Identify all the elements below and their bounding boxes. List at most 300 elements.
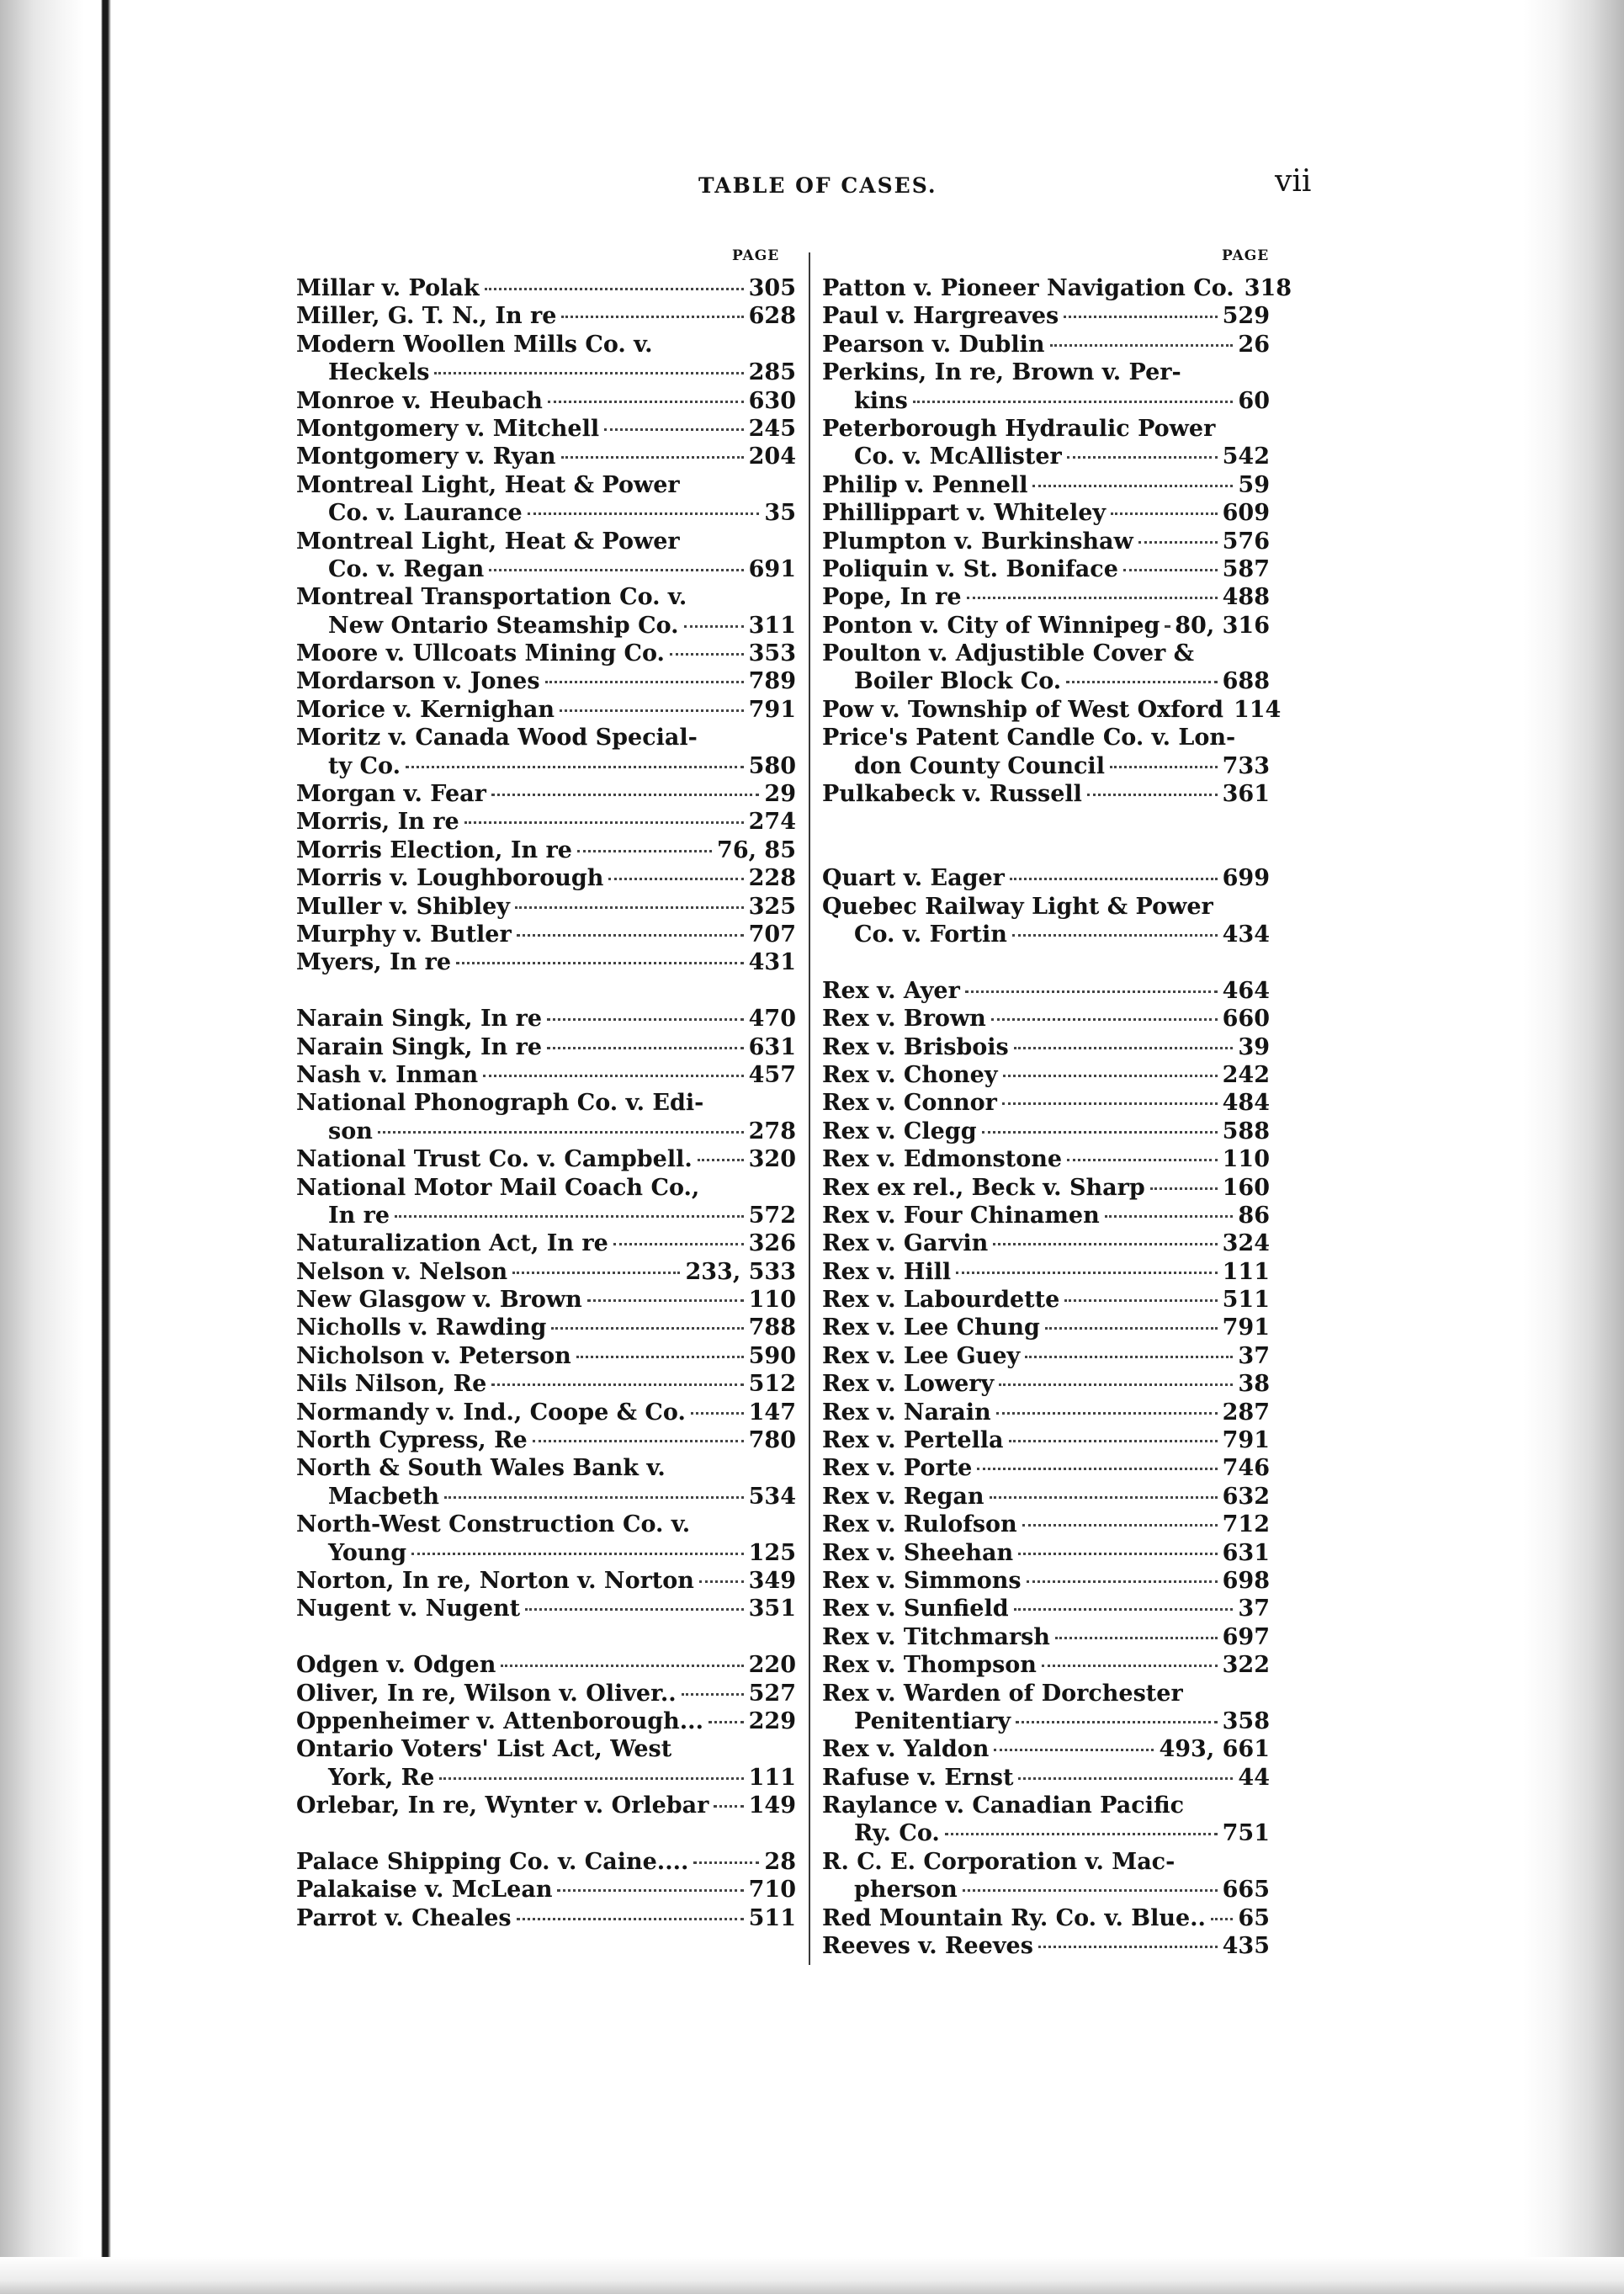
dot-leader — [996, 1412, 1218, 1415]
dot-leader — [576, 1356, 744, 1358]
dot-leader — [1038, 1946, 1218, 1948]
scanned-page-edge-bottom — [0, 2257, 1624, 2294]
case-name-line: Rex v. Yaldon — [822, 1736, 990, 1763]
case-entry — [822, 1651, 1270, 1679]
case-name-line: New Glasgow v. Brown — [296, 1287, 582, 1314]
case-page-number: 488 — [1222, 584, 1270, 611]
case-entry — [822, 302, 1270, 330]
case-page-number: 26 — [1238, 331, 1270, 358]
case-page-number: 631 — [1222, 1539, 1270, 1566]
dot-leader — [547, 1047, 744, 1049]
case-page-number: 542 — [1222, 443, 1270, 470]
case-entry — [822, 528, 1270, 555]
case-entry — [296, 1258, 796, 1286]
case-entry — [822, 977, 1270, 1005]
case-page-number: 431 — [748, 949, 796, 976]
case-entry — [822, 1174, 1270, 1202]
case-page-number: 111 — [748, 1764, 796, 1791]
case-name-line: Patton v. Pioneer Navigation Co. — [822, 275, 1234, 301]
dot-leader — [682, 1693, 744, 1696]
case-name-line: Myers, In re — [296, 949, 452, 976]
dot-leader — [1027, 1580, 1218, 1583]
case-name-line: Narain Singk, In re — [296, 1033, 543, 1060]
case-entry — [822, 780, 1270, 808]
case-entry — [822, 696, 1282, 724]
case-entry — [822, 331, 1270, 358]
case-entry — [296, 1005, 796, 1033]
case-name-line: Montreal Light, Heat & Power — [296, 471, 680, 498]
dot-leader — [1150, 1187, 1218, 1190]
case-page-number: 791 — [1222, 1427, 1270, 1454]
case-name-line: Nash v. Inman — [296, 1061, 479, 1088]
dot-leader — [1010, 878, 1218, 880]
dot-leader — [1111, 512, 1218, 515]
section-gap — [296, 1819, 796, 1847]
case-entry — [822, 1539, 1270, 1567]
case-name-line: Rex v. Lee Chung — [822, 1314, 1040, 1341]
case-entry — [296, 415, 796, 443]
case-entry — [822, 555, 1270, 583]
case-page-number: 609 — [1222, 500, 1270, 527]
dot-leader — [714, 1805, 743, 1808]
dot-leader — [378, 1131, 744, 1134]
dot-leader — [528, 512, 760, 515]
case-name-line: Moore v. Ullcoats Mining Co. — [296, 640, 665, 667]
case-page-number: 511 — [1222, 1287, 1270, 1314]
dot-leader — [1003, 1075, 1218, 1077]
case-page-number: 434 — [1222, 921, 1270, 948]
case-page-number: 788 — [748, 1314, 796, 1341]
dot-leader — [485, 288, 744, 290]
case-entry — [822, 1258, 1270, 1286]
case-entry — [296, 1399, 796, 1426]
case-name-line: Rex v. Edmonstone — [822, 1146, 1063, 1173]
case-name-line: Penitentiary — [854, 1707, 1011, 1734]
case-name-line: Rex v. Regan — [822, 1483, 984, 1510]
case-entry — [296, 1033, 796, 1061]
case-page-number: 242 — [1222, 1061, 1270, 1088]
case-page-number: 691 — [748, 555, 796, 582]
case-entry — [296, 1061, 796, 1089]
case-name-line: Rex v. Rulofson — [822, 1511, 1017, 1538]
case-entry — [822, 1735, 1270, 1763]
dot-leader — [434, 372, 743, 374]
case-page-number: 435 — [1222, 1933, 1270, 1960]
dot-leader — [491, 794, 760, 796]
case-entry — [822, 612, 1270, 640]
case-entry — [822, 1792, 1270, 1848]
case-name-line: Rex v. Ayer — [822, 977, 960, 1004]
dot-leader — [501, 1665, 743, 1667]
case-page-number: 660 — [1222, 1006, 1270, 1033]
case-page-number: 361 — [1222, 781, 1270, 808]
case-name-line: don County Council — [854, 752, 1105, 779]
dot-leader — [977, 1468, 1217, 1470]
page-column-label-left: PAGE — [732, 247, 780, 264]
case-entry — [296, 893, 796, 921]
case-entry — [296, 640, 796, 667]
dot-leader — [956, 1272, 1217, 1274]
section-gap — [822, 808, 1270, 836]
case-name-line: Modern Woollen Mills Co. v. — [296, 331, 653, 358]
case-page-number: 149 — [748, 1792, 796, 1819]
case-page-number: 38 — [1238, 1371, 1270, 1398]
dot-leader — [587, 1299, 744, 1302]
case-name-line: Rex v. Labourdette — [822, 1287, 1060, 1314]
case-entry — [296, 1595, 796, 1622]
case-entry — [296, 1454, 796, 1511]
dot-leader — [1055, 1637, 1218, 1639]
dot-leader — [1110, 766, 1218, 768]
case-entry — [822, 1370, 1270, 1398]
case-entry — [296, 302, 796, 330]
case-name-line: kins — [854, 387, 908, 414]
section-gap — [822, 948, 1270, 976]
case-entry — [296, 948, 796, 976]
dot-leader — [1087, 794, 1218, 796]
case-page-number: 80, 316 — [1175, 612, 1270, 639]
dot-leader — [1211, 1918, 1233, 1920]
case-page-number: 229 — [748, 1707, 796, 1734]
case-page-number: 780 — [748, 1427, 796, 1454]
case-page-number: 751 — [1222, 1820, 1270, 1847]
case-entry — [822, 640, 1270, 696]
dot-leader — [515, 906, 744, 909]
case-name-line: North Cypress, Re — [296, 1427, 528, 1454]
case-name-line: Rex v. Simmons — [822, 1567, 1022, 1594]
case-page-number: 529 — [1222, 303, 1270, 330]
dot-leader — [913, 401, 1234, 403]
case-name-line: Young — [328, 1539, 407, 1566]
case-page-number: 110 — [1222, 1146, 1270, 1173]
case-entry — [296, 1792, 796, 1819]
case-page-number: 527 — [748, 1680, 796, 1707]
case-entry — [822, 1399, 1270, 1426]
case-name-line: Montreal Transportation Co. v. — [296, 584, 687, 611]
case-name-line: Rex v. Brisbois — [822, 1033, 1009, 1060]
case-name-line: Poulton v. Adjustible Cover & — [822, 640, 1194, 667]
case-name-line: Poliquin v. St. Boniface — [822, 555, 1118, 582]
dot-leader — [993, 1243, 1217, 1245]
section-gap — [296, 977, 796, 1005]
case-name-line: Normandy v. Ind., Coope & Co. — [296, 1399, 686, 1426]
case-name-line: Heckels — [328, 359, 430, 386]
dot-leader — [1064, 1299, 1217, 1302]
case-entry — [822, 471, 1270, 499]
case-entry — [822, 1118, 1270, 1145]
case-name-line: Norton, In re, Norton v. Norton — [296, 1567, 694, 1594]
case-page-number: 318 — [1244, 275, 1292, 301]
case-page-number: 697 — [1222, 1623, 1270, 1650]
section-gap — [822, 836, 1270, 864]
dot-leader — [545, 681, 744, 683]
case-entry — [296, 528, 796, 584]
case-page-number: 324 — [1222, 1230, 1270, 1257]
case-entry — [822, 1595, 1270, 1622]
dot-leader — [439, 1777, 743, 1780]
case-page-number: 28 — [764, 1848, 796, 1875]
case-entry — [296, 864, 796, 892]
case-entry — [296, 667, 796, 695]
case-name-line: Co. v. Laurance — [328, 500, 523, 527]
case-entry — [822, 1623, 1270, 1651]
case-name-line: Palace Shipping Co. v. Caine.... — [296, 1848, 689, 1875]
case-name-line: Rex v. Four Chinamen — [822, 1202, 1100, 1229]
case-page-number: 86 — [1238, 1202, 1270, 1229]
dot-leader — [1138, 541, 1218, 544]
case-name-line: Morgan v. Fear — [296, 781, 486, 808]
case-name-line: Rex v. Connor — [822, 1090, 997, 1117]
scanned-page-edge-left — [0, 0, 126, 2294]
case-page-number: 631 — [748, 1033, 796, 1060]
case-name-line: Montreal Light, Heat & Power — [296, 528, 680, 555]
case-entry — [822, 1848, 1270, 1904]
case-page-number: 464 — [1222, 977, 1270, 1004]
case-name-line: Orlebar, In re, Wynter v. Orlebar — [296, 1792, 709, 1819]
case-entry — [822, 1202, 1270, 1229]
case-page-number: 311 — [748, 612, 796, 639]
dot-leader — [1123, 569, 1218, 571]
case-name-line: Oppenheimer v. Attenborough... — [296, 1707, 703, 1734]
dot-leader — [1067, 456, 1218, 459]
case-page-number: 233, 533 — [685, 1258, 796, 1285]
dot-leader — [965, 990, 1218, 993]
case-entry — [296, 1286, 796, 1314]
case-name-line: Pearson v. Dublin — [822, 331, 1045, 358]
case-page-number: 791 — [748, 696, 796, 723]
case-entry — [296, 696, 796, 724]
case-entry — [296, 808, 796, 836]
case-entry — [822, 1033, 1270, 1061]
case-page-number: 287 — [1222, 1399, 1270, 1426]
dot-leader — [670, 653, 744, 656]
case-entry — [296, 1089, 796, 1145]
dot-leader — [525, 1608, 744, 1611]
case-entry — [822, 1426, 1270, 1454]
dot-leader — [489, 569, 743, 571]
dot-leader — [967, 597, 1218, 599]
case-page-number: 160 — [1222, 1174, 1270, 1201]
case-name-line: Nugent v. Nugent — [296, 1596, 521, 1622]
case-page-number: 351 — [748, 1596, 796, 1622]
case-page-number: 220 — [748, 1652, 796, 1679]
case-name-line: North & South Wales Bank v. — [296, 1455, 666, 1482]
dot-leader — [561, 316, 743, 318]
case-page-number: 632 — [1222, 1483, 1270, 1510]
case-page-number: 305 — [748, 275, 796, 301]
case-name-line: Peterborough Hydraulic Power — [822, 415, 1216, 442]
case-name-line: North-West Construction Co. v. — [296, 1511, 691, 1538]
case-name-line: Monroe v. Heubach — [296, 387, 543, 414]
case-name-line: Ponton v. City of Winnipeg — [822, 612, 1160, 639]
dot-leader — [1050, 344, 1234, 347]
case-page-number: 245 — [748, 415, 796, 442]
case-name-line: pherson — [854, 1877, 958, 1904]
dot-leader — [557, 1889, 743, 1892]
dot-leader — [517, 934, 744, 937]
case-page-number: 322 — [1222, 1652, 1270, 1679]
case-entry — [822, 1680, 1270, 1736]
case-name-line: Boiler Block Co. — [854, 668, 1062, 695]
case-page-number: 493, 661 — [1159, 1736, 1270, 1763]
case-entry — [296, 1426, 796, 1454]
case-name-line: ty Co. — [328, 752, 401, 779]
case-name-line: Co. v. Regan — [328, 555, 485, 582]
case-name-line: Murphy v. Butler — [296, 921, 512, 948]
case-entry — [296, 1848, 796, 1876]
case-page-number: 457 — [748, 1061, 796, 1088]
case-page-number: 285 — [748, 359, 796, 386]
dot-leader — [684, 625, 744, 628]
case-entry — [822, 1061, 1270, 1089]
dot-leader — [1045, 1327, 1218, 1330]
running-head-title: TABLE OF CASES. — [698, 173, 937, 198]
page-folio: vii — [1275, 164, 1312, 199]
case-name-line: Montgomery v. Ryan — [296, 443, 556, 470]
case-page-number: 470 — [748, 1006, 796, 1033]
case-name-line: Quart v. Eager — [822, 865, 1005, 892]
dot-leader — [1042, 1665, 1218, 1667]
dot-leader — [577, 850, 712, 852]
case-page-number: 630 — [748, 387, 796, 414]
dot-leader — [560, 709, 744, 712]
dot-leader — [561, 456, 744, 459]
case-entry — [822, 415, 1270, 471]
case-name-line: National Trust Co. v. Campbell. — [296, 1146, 693, 1173]
case-page-number: 789 — [748, 668, 796, 695]
dot-leader — [444, 1496, 744, 1499]
case-name-line: Narain Singk, In re — [296, 1006, 543, 1033]
page-column-label-right: PAGE — [1222, 247, 1270, 264]
case-entry — [296, 331, 796, 387]
case-page-number: 59 — [1238, 471, 1270, 498]
case-name-line: Nelson v. Nelson — [296, 1258, 508, 1285]
case-name-line: Miller, G. T. N., In re — [296, 303, 557, 330]
case-name-line: Montgomery v. Mitchell — [296, 415, 600, 442]
dot-leader — [533, 1440, 744, 1442]
case-entry — [296, 387, 796, 415]
case-name-line: Rafuse v. Ernst — [822, 1764, 1014, 1791]
dot-leader — [551, 1327, 743, 1330]
case-entry — [822, 1932, 1270, 1960]
case-entry — [822, 1511, 1270, 1538]
case-name-line: Rex v. Pertella — [822, 1427, 1004, 1454]
case-name-line: Ontario Voters' List Act, West — [296, 1736, 672, 1763]
case-name-line: Rex v. Clegg — [822, 1118, 977, 1144]
case-entry — [822, 893, 1270, 949]
case-page-number: 572 — [748, 1202, 796, 1229]
case-page-number: 320 — [748, 1146, 796, 1173]
case-entry — [822, 724, 1270, 780]
case-name-line: Muller v. Shibley — [296, 893, 510, 920]
column-divider — [809, 252, 810, 1965]
dot-leader — [709, 1721, 744, 1723]
case-page-number: 349 — [748, 1567, 796, 1594]
case-name-line: Rex v. Narain — [822, 1399, 991, 1426]
case-name-line: Rex v. Lee Guey — [822, 1342, 1021, 1369]
case-entry — [822, 358, 1270, 415]
case-entry — [822, 1314, 1270, 1341]
case-name-line: Rex v. Warden of Dorchester — [822, 1680, 1183, 1707]
scanned-page-edge-right — [1506, 0, 1624, 2294]
case-name-line: Rex v. Lowery — [822, 1371, 995, 1398]
dot-leader — [1025, 1356, 1233, 1358]
case-name-line: Nicholson v. Peterson — [296, 1342, 571, 1369]
case-entry — [822, 1483, 1270, 1511]
case-entry — [822, 274, 1292, 302]
left-column-case-list — [296, 274, 796, 1932]
case-page-number: 76, 85 — [717, 836, 796, 863]
case-name-line: Nicholls v. Rawding — [296, 1314, 547, 1341]
dot-leader — [604, 428, 744, 431]
case-entry — [296, 724, 796, 780]
case-page-number: 791 — [1222, 1314, 1270, 1341]
case-page-number: 39 — [1238, 1033, 1270, 1060]
case-name-line: Perkins, In re, Brown v. Per- — [822, 359, 1181, 386]
case-name-line: Co. v. McAllister — [854, 443, 1062, 470]
dot-leader — [1012, 934, 1218, 937]
case-page-number: 147 — [748, 1399, 796, 1426]
dot-leader — [547, 1018, 744, 1021]
dot-leader — [406, 766, 744, 768]
case-name-line: Reeves v. Reeves — [822, 1933, 1033, 1960]
case-name-line: Rex v. Thompson — [822, 1652, 1037, 1679]
dot-leader — [1009, 1440, 1218, 1442]
case-entry — [296, 1314, 796, 1341]
dot-leader — [608, 878, 743, 880]
case-name-line: Morris Election, In re — [296, 836, 572, 863]
case-name-line: Pulkabeck v. Russell — [822, 781, 1082, 808]
case-name-line: R. C. E. Corporation v. Mac- — [822, 1848, 1176, 1875]
dot-leader — [1014, 1047, 1234, 1049]
case-name-line: Philip v. Pennell — [822, 471, 1028, 498]
case-entry — [822, 1286, 1270, 1314]
case-page-number: 204 — [748, 443, 796, 470]
dot-leader — [999, 1383, 1233, 1386]
dot-leader — [1014, 1608, 1234, 1611]
dot-leader — [1066, 681, 1217, 683]
case-entry — [296, 1876, 796, 1904]
case-entry — [296, 1145, 796, 1173]
case-page-number: 65 — [1238, 1904, 1270, 1931]
case-name-line: Price's Patent Candle Co. v. Lon- — [822, 725, 1236, 751]
case-page-number: 325 — [748, 893, 796, 920]
dot-leader — [1165, 625, 1170, 628]
case-entry — [296, 443, 796, 470]
case-entry — [296, 836, 796, 864]
case-name-line: Odgen v. Odgen — [296, 1652, 496, 1679]
case-page-number: 44 — [1238, 1764, 1270, 1791]
dot-leader — [991, 1018, 1218, 1021]
case-page-number: 125 — [748, 1539, 796, 1566]
case-entry — [822, 1764, 1270, 1792]
case-entry — [296, 1904, 796, 1932]
dot-leader — [1018, 1553, 1217, 1555]
case-page-number: 665 — [1222, 1877, 1270, 1904]
case-name-line: Rex v. Sunfield — [822, 1596, 1009, 1622]
case-page-number: 110 — [748, 1287, 796, 1314]
case-page-number: 111 — [1222, 1258, 1270, 1285]
dot-leader — [691, 1412, 744, 1415]
case-entry — [822, 1145, 1270, 1173]
case-name-line: son — [328, 1118, 373, 1144]
case-name-line: Paul v. Hargreaves — [822, 303, 1059, 330]
case-entry — [296, 1229, 796, 1257]
case-entry — [822, 1904, 1270, 1932]
case-page-number: 699 — [1222, 865, 1270, 892]
case-name-line: Oliver, In re, Wilson v. Oliver.. — [296, 1680, 677, 1707]
case-page-number: 358 — [1222, 1707, 1270, 1734]
